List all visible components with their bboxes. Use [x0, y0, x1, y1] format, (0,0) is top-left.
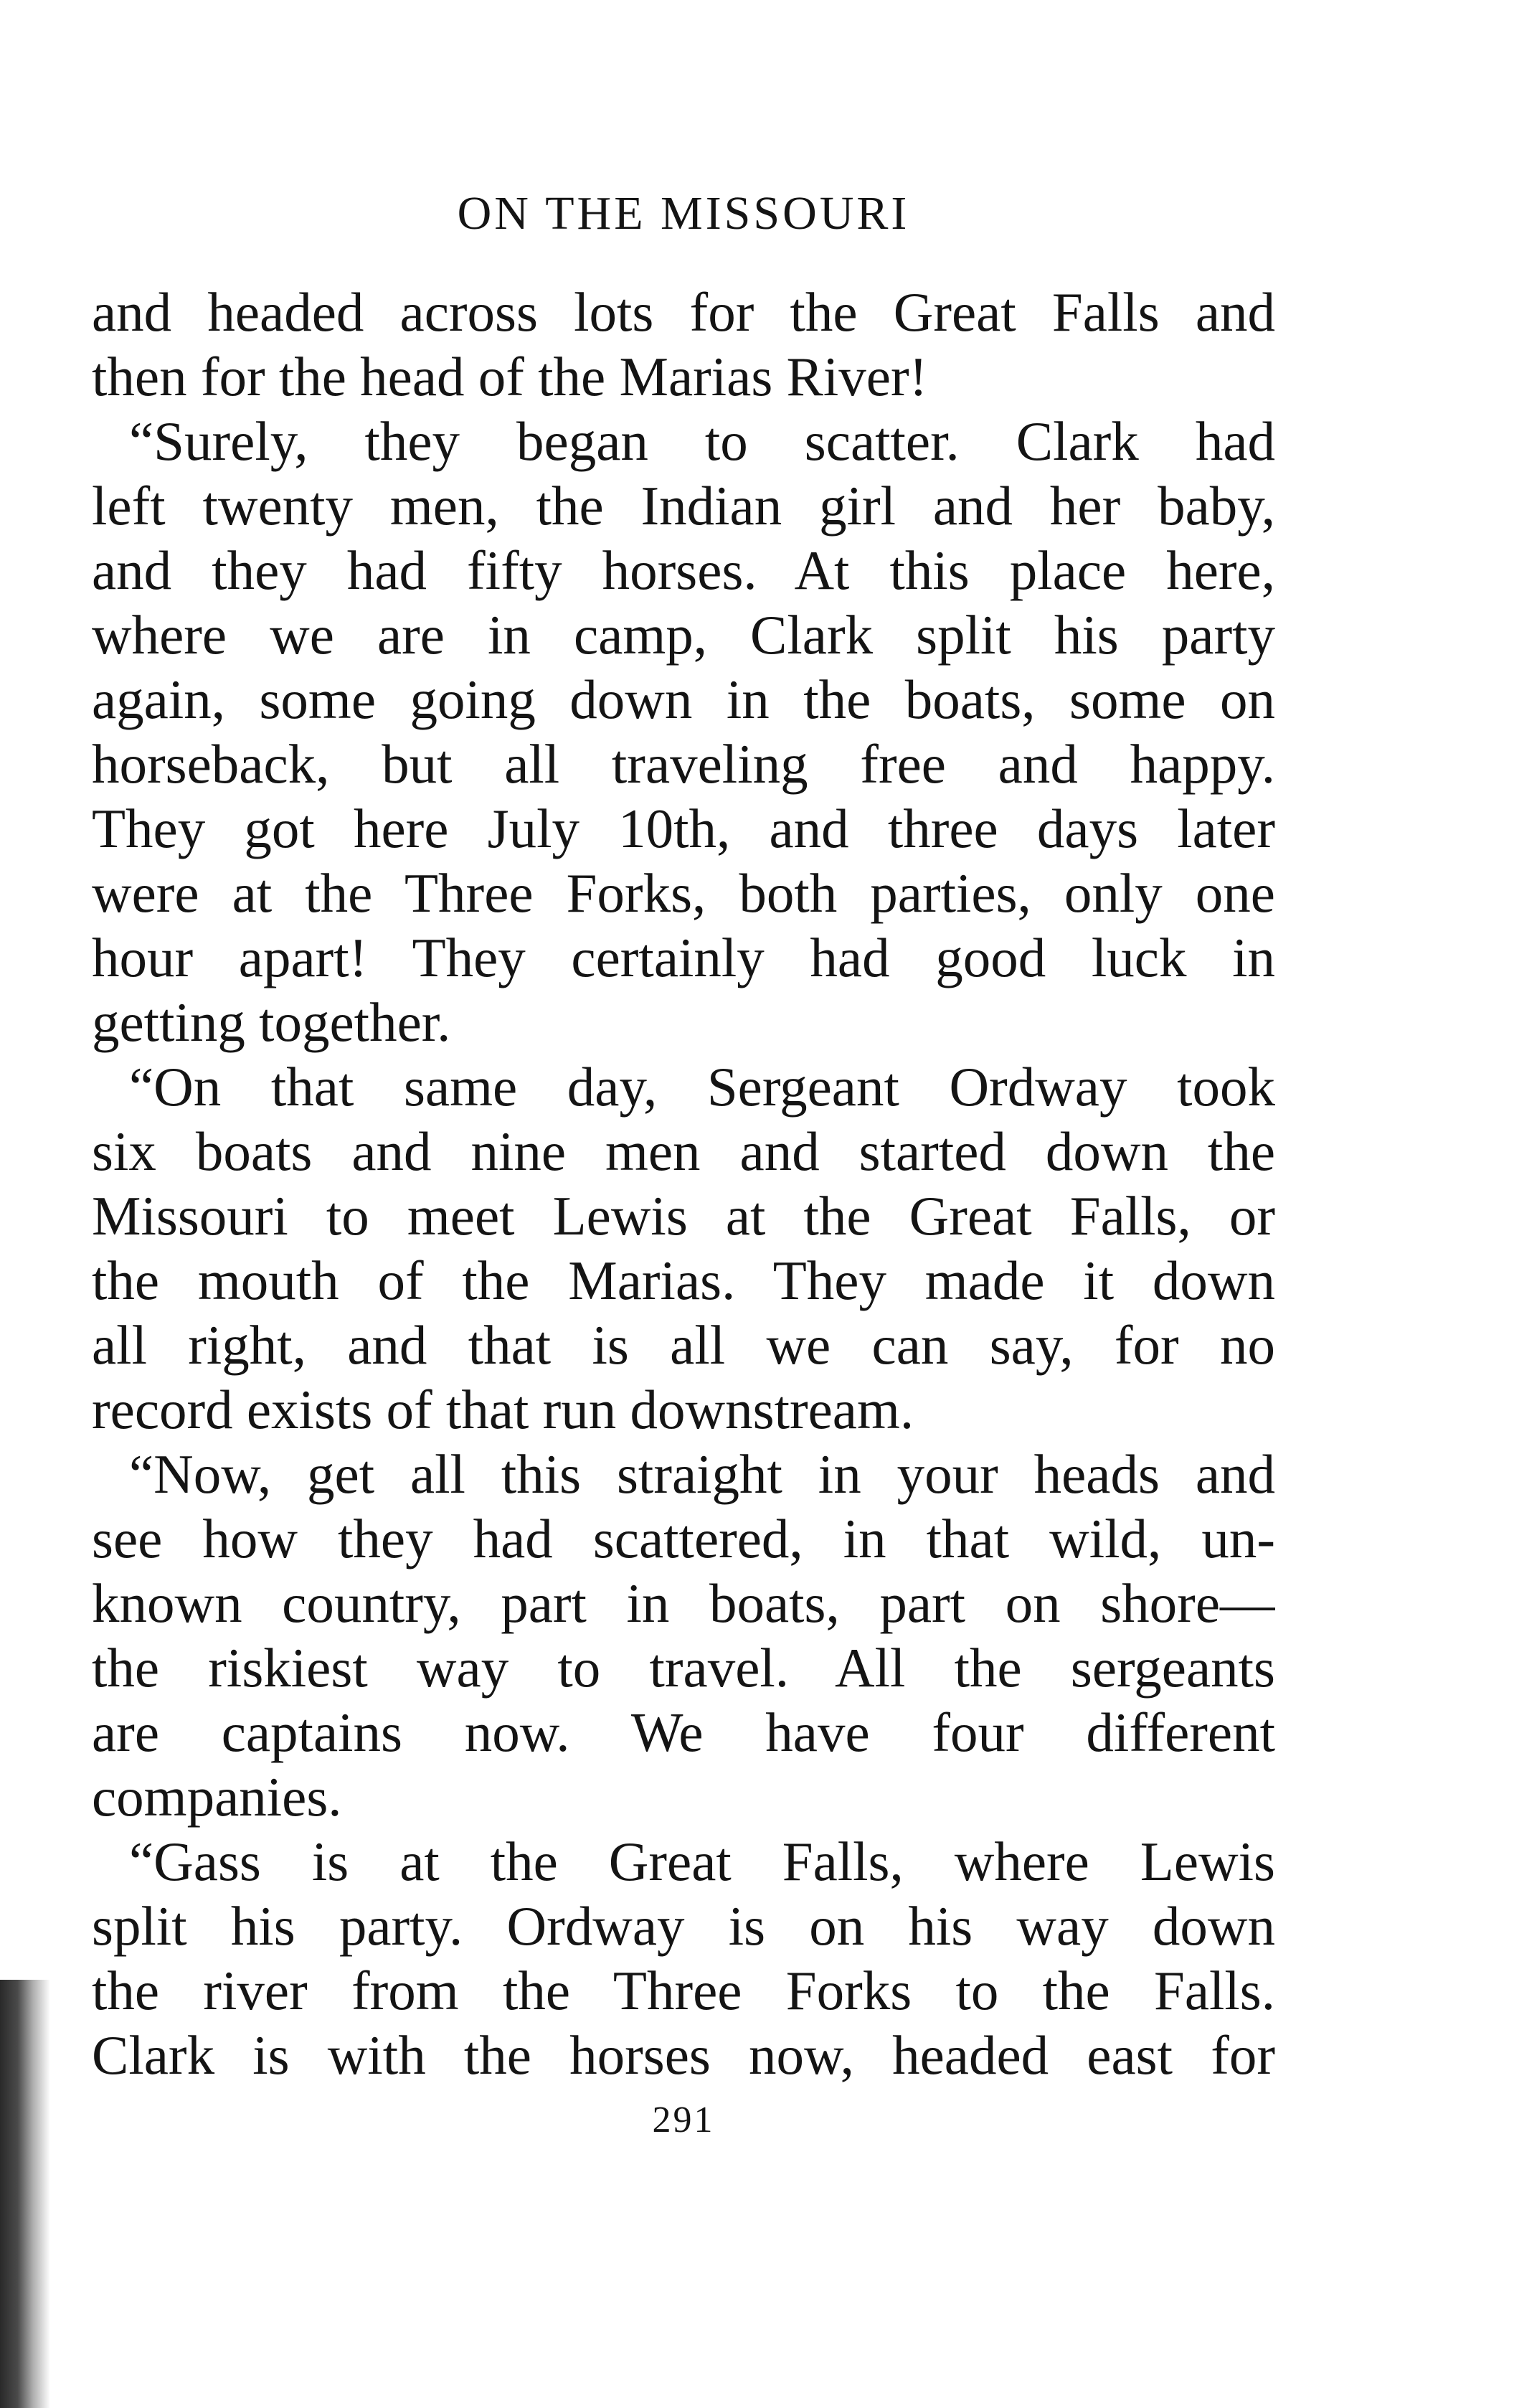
- text-line: companies.: [92, 1766, 342, 1828]
- text-line: and they had fifty horses. At this place here,: [92, 539, 1275, 601]
- text-line: known country, part in boats, part on shore—: [92, 1572, 1275, 1634]
- text-line: “Gass is at the Great Falls, where Lewis: [129, 1831, 1275, 1892]
- text-line: are captains now. We have four different: [92, 1701, 1275, 1763]
- text-line: and headed across lots for the Great Falls and: [92, 281, 1275, 343]
- text-line: where we are in camp, Clark split his party: [92, 604, 1275, 666]
- text-line: hour apart! They certainly had good luck in: [92, 927, 1275, 988]
- text-line: six boats and nine men and started down the: [92, 1120, 1275, 1182]
- text-line: horseback, but all traveling free and happy.: [92, 733, 1275, 795]
- text-line: were at the Three Forks, both parties, only one: [92, 862, 1275, 924]
- gutter-shadow: [0, 1980, 50, 2408]
- text-line: the river from the Three Forks to the Falls.: [92, 1960, 1275, 2021]
- text-line: left twenty men, the Indian girl and her baby,: [92, 475, 1275, 537]
- text-line: again, some going down in the boats, some on: [92, 669, 1275, 730]
- text-line: “Now, get all this straight in your heads and: [129, 1443, 1275, 1505]
- text-line: the mouth of the Marias. They made it down: [92, 1250, 1275, 1311]
- text-line: all right, and that is all we can say, for no: [92, 1314, 1275, 1376]
- text-line: split his party. Ordway is on his way down: [92, 1895, 1275, 1957]
- text-line: “On that same day, Sergeant Ordway took: [129, 1056, 1275, 1118]
- text-line: the riskiest way to travel. All the sergeants: [92, 1637, 1275, 1699]
- body-text: [92, 280, 1275, 2087]
- running-head: ON THE MISSOURI: [457, 187, 910, 240]
- text-line: “Surely, they began to scatter. Clark had: [129, 410, 1275, 472]
- text-line: Missouri to meet Lewis at the Great Falls, or: [92, 1185, 1275, 1247]
- text-line: Clark is with the horses now, headed east for: [92, 2024, 1275, 2086]
- text-line: see how they had scattered, in that wild, un-: [92, 1508, 1275, 1569]
- text-line: then for the head of the Marias River!: [92, 346, 928, 407]
- text-line: They got here July 10th, and three days later: [92, 798, 1275, 859]
- page-number: 291: [652, 2100, 715, 2140]
- text-line: record exists of that run downstream.: [92, 1379, 914, 1440]
- text-line: getting together.: [92, 991, 451, 1053]
